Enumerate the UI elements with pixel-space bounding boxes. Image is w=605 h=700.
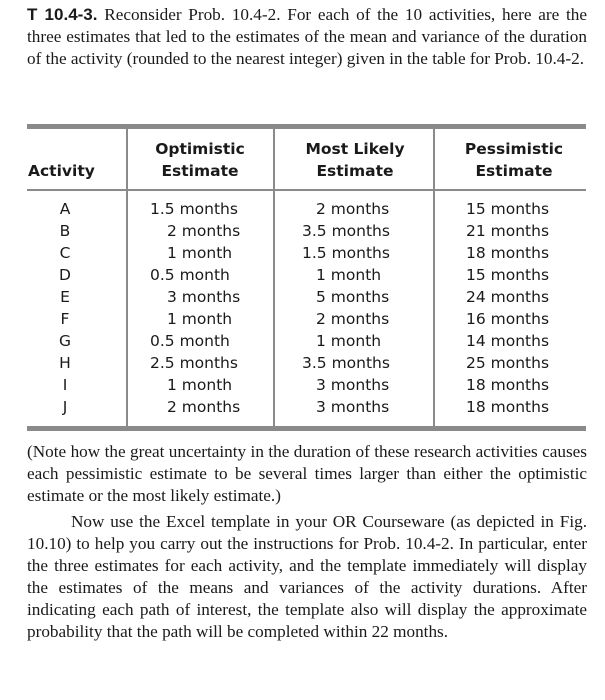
cell-pessimistic: 18 months [466, 244, 550, 262]
cell-activity: D [59, 266, 71, 284]
header-pessimistic-line1: Pessimistic [464, 140, 564, 158]
cell-most-likely: 3 months [316, 376, 390, 394]
problem-intro-text: Reconsider Prob. 10.4-2. For each of the 10 activities, here are the three estimates that led to the estimates of the mean and variance of the duration of the activity (rounded to the nearest integer) given in the table for Prob. 10.4-2. [27, 5, 587, 68]
header-optimistic [132, 138, 268, 182]
cell-most-likely: 5 months [316, 288, 390, 306]
table-row [0, 198, 605, 220]
cell-most-likely: 2 months [316, 310, 390, 328]
cell-pessimistic: 15 months [466, 266, 550, 284]
cell-activity: E [60, 288, 70, 306]
cell-optimistic: 2 months [167, 398, 241, 416]
cell-pessimistic: 25 months [466, 354, 550, 372]
cell-optimistic: 0.5 month [150, 332, 230, 350]
cell-optimistic: 1.5 months [150, 200, 238, 218]
header-optimistic-line2: Estimate [161, 162, 239, 180]
cell-most-likely: 3 months [316, 398, 390, 416]
cell-activity: B [59, 222, 71, 240]
table-row [0, 374, 605, 396]
cell-optimistic: 2 months [167, 222, 241, 240]
table-row [0, 286, 605, 308]
header-pessimistic-line2: Estimate [475, 162, 553, 180]
header-most-likely-line2: Estimate [316, 162, 394, 180]
cell-most-likely: 1 month [316, 332, 382, 350]
header-optimistic-line1: Optimistic [155, 140, 245, 158]
header-activity: Activity [28, 162, 95, 180]
cell-pessimistic: 24 months [466, 288, 550, 306]
instructions-paragraph: Now use the Excel template in your OR Courseware (as depicted in Fig. 10.10) to help you carry out the instructions for Prob. 10.4-2. In particular, enter the three estimates for each activity, and the template immediately will display the estimates of the means and variances of the activity durations. After indicating each path of interest, the template also will display the approximate probability that the path will be completed within 22 months. [27, 512, 587, 641]
table-row [0, 352, 605, 374]
cell-most-likely: 2 months [316, 200, 390, 218]
table-header-rule [27, 189, 586, 191]
table-row [0, 308, 605, 330]
problem-intro-paragraph [27, 4, 587, 70]
cell-optimistic: 0.5 month [150, 266, 230, 284]
cell-pessimistic: 16 months [466, 310, 550, 328]
cell-activity: A [59, 200, 71, 218]
cell-pessimistic: 15 months [466, 200, 550, 218]
cell-optimistic: 1 month [167, 244, 233, 262]
header-pessimistic [440, 138, 588, 182]
cell-optimistic: 1 month [167, 310, 233, 328]
header-most-likely [282, 138, 428, 182]
cell-optimistic: 1 month [167, 376, 233, 394]
cell-optimistic: 3 months [167, 288, 241, 306]
cell-activity: C [59, 244, 71, 262]
cell-activity: I [62, 376, 68, 394]
table-row [0, 264, 605, 286]
cell-optimistic: 2.5 months [150, 354, 238, 372]
cell-most-likely: 1.5 months [302, 244, 390, 262]
table-bottom-rule [27, 426, 586, 431]
cell-most-likely: 3.5 months [302, 354, 390, 372]
table-row [0, 220, 605, 242]
table-body [0, 198, 605, 418]
cell-most-likely: 3.5 months [302, 222, 390, 240]
cell-pessimistic: 18 months [466, 376, 550, 394]
table-row [0, 330, 605, 352]
table-row [0, 396, 605, 418]
cell-activity: H [59, 354, 71, 372]
cell-activity: G [58, 332, 71, 350]
cell-most-likely: 1 month [316, 266, 382, 284]
cell-pessimistic: 18 months [466, 398, 550, 416]
problem-label: T 10.4-3. [27, 5, 98, 24]
note-paragraph: (Note how the great uncertainty in the duration of these research activities causes each pessimistic estimate to be several times larger than either the optimistic estimate or the most likely estimate.) [27, 442, 587, 505]
cell-activity: J [62, 398, 68, 416]
cell-activity: F [60, 310, 70, 328]
header-most-likely-line1: Most Likely [305, 140, 405, 158]
table-row [0, 242, 605, 264]
table-top-rule [27, 124, 586, 129]
cell-pessimistic: 14 months [466, 332, 550, 350]
cell-pessimistic: 21 months [466, 222, 550, 240]
